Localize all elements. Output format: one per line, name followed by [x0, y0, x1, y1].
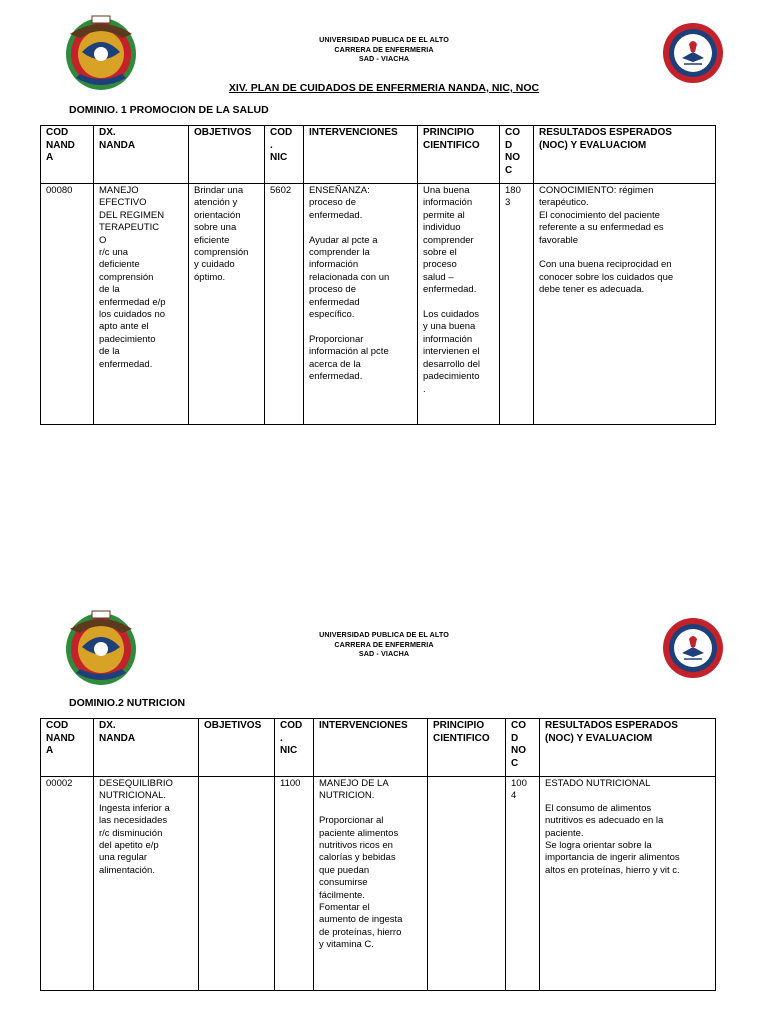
table-header-row	[41, 719, 716, 777]
column-header: OBJETIVOS	[189, 126, 265, 184]
cell-dx-nanda: MANEJO EFECTIVO DEL REGIMEN TERAPEUTIC O r/c una deficiente comprensión de la enfermedad e/p los cuidados no apto ante el padecimiento de la enfermedad.	[94, 184, 189, 425]
cell-cod-nanda: 00002	[41, 777, 94, 991]
cell-intervenciones: MANEJO DE LA NUTRICION. Proporcionar al paciente alimentos nutritivos ricos en calorías y bebidas que puedan consumirse fácilmente. Fomentar el aumento de ingesta de proteínas, hierro y vitamina C.	[314, 777, 428, 991]
column-header: PRINCIPIO CIENTIFICO	[428, 719, 506, 777]
table-row	[41, 184, 716, 425]
column-header: OBJETIVOS	[199, 719, 275, 777]
column-header: INTERVENCIONES	[314, 719, 428, 777]
cell-intervenciones: ENSEÑANZA: proceso de enfermedad. Ayudar al pcte a comprender la información relacionada con un proceso de enfermedad específico. Proporcionar información al pcte acerca de la enfermedad.	[304, 184, 418, 425]
domain-heading: DOMINIO.2 NUTRICION	[69, 697, 186, 709]
cell-cod-noc: 100 4	[506, 777, 540, 991]
table-header-row	[41, 126, 716, 184]
column-header: PRINCIPIO CIENTIFICO	[418, 126, 500, 184]
university-name: UNIVERSIDAD PUBLICA DE EL ALTO	[319, 630, 449, 639]
domain-heading: DOMINIO. 1 PROMOCION DE LA SALUD	[69, 104, 269, 116]
column-header: RESULTADOS ESPERADOS (NOC) Y EVALUACIOM	[534, 126, 716, 184]
column-header: CO D NO C	[500, 126, 534, 184]
cell-principio	[428, 777, 506, 991]
column-header: COD NAND A	[41, 719, 94, 777]
column-header: CO D NO C	[506, 719, 540, 777]
career-name: CARRERA DE ENFERMERIA	[334, 44, 434, 54]
university-name: UNIVERSIDAD PUBLICA DE EL ALTO	[319, 35, 449, 44]
column-header: COD NAND A	[41, 126, 94, 184]
column-header: DX. NANDA	[94, 719, 199, 777]
column-header: DX. NANDA	[94, 126, 189, 184]
column-header: RESULTADOS ESPERADOS (NOC) Y EVALUACIOM	[540, 719, 716, 777]
cell-dx-nanda: DESEQUILIBRIO NUTRICIONAL. Ingesta inferior a las necesidades r/c disminución del apetito e/p una regular alimentación.	[94, 777, 199, 991]
institution-header	[0, 630, 768, 659]
column-header: COD . NIC	[265, 126, 304, 184]
cell-cod-noc: 180 3	[500, 184, 534, 425]
cell-cod-nic: 5602	[265, 184, 304, 425]
table-row	[41, 777, 716, 991]
cell-objetivos: Brindar una atención y orientación sobre una eficiente comprensión y cuidado óptimo.	[189, 184, 265, 425]
cell-cod-nanda: 00080	[41, 184, 94, 425]
location-name: SAD - VIACHA	[358, 54, 410, 63]
care-plan-table	[40, 125, 716, 425]
cell-principio: Una buena información permite al individuo comprender sobre el proceso salud – enfermedad. Los cuidados y una buena información intervienen el desarrollo del padecimiento .	[418, 184, 500, 425]
plan-title: XIV. PLAN DE CUIDADOS DE ENFERMERIA NANDA, NIC, NOC	[228, 82, 540, 94]
career-name: CARRERA DE ENFERMERIA	[334, 639, 434, 649]
cell-objetivos	[199, 777, 275, 991]
care-plan-table	[40, 718, 716, 991]
cell-resultados: CONOCIMIENTO: régimen terapéutico. El conocimiento del paciente referente a su enfermedad es favorable Con una buena reciprocidad en conocer sobre los cuidados que debe tener es adecuada.	[534, 184, 716, 425]
column-header: COD . NIC	[275, 719, 314, 777]
institution-header	[0, 35, 768, 64]
cell-cod-nic: 1100	[275, 777, 314, 991]
location-name: SAD - VIACHA	[358, 649, 410, 658]
cell-resultados: ESTADO NUTRICIONAL El consumo de alimentos nutritivos es adecuado en la paciente. Se logra orientar sobre la importancia de ingerir alimentos altos en proteínas, hierro y vit c.	[540, 777, 716, 991]
column-header: INTERVENCIONES	[304, 126, 418, 184]
